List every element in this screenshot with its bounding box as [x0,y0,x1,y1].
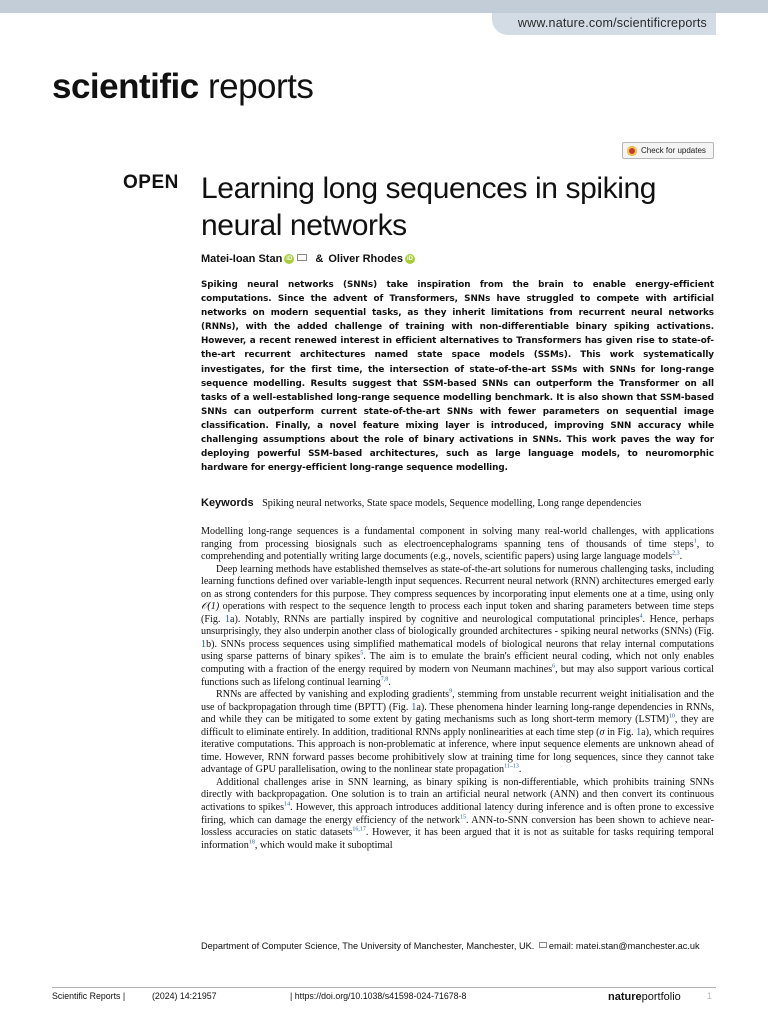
open-access-label: OPEN [123,172,179,193]
text: , stemming from unstable recurrent weight initialisation and the use of backpropagation through time (BPTT) (Fig. [201,689,714,713]
check-updates-label: Check for updates [641,146,706,155]
keywords [201,497,642,509]
text: in Fig. [604,726,637,738]
orcid-icon[interactable]: iD [286,256,293,262]
author-2[interactable]: Oliver Rhodes [328,253,403,265]
brand-light: portfolio [641,991,681,1003]
footer-divider [52,987,716,988]
text: a). These phenomena hinder learning long-range dependencies in RNNs, and while they can be mitigated to some extent by gating mechanisms such as long short-term memory (LSTM) [201,701,714,726]
footer-doi[interactable]: | https://doi.org/10.1038/s41598-024-71678-8 [290,991,467,1001]
keywords-list: Spiking neural networks, State space models, Sequence modelling, Long range dependencies [262,498,642,509]
paragraph [201,564,714,689]
logo-light-text: reports [198,67,314,106]
text: operations with respect to the sequence length to process each input token and sharing parameters between time steps (Fig. [201,601,714,625]
citation-ref[interactable]: 6 [552,663,556,670]
text: a), which requires iterative computations. This approach is non-problematic at inference, where input sequence elements are unknown ahead of time. However, RNN forward passes become prohibitively slow at training time for long sequences, since they cannot take advantage of GPU parallelisation, owing to the nonlinear state propagation [201,726,714,776]
citation-ref[interactable]: 16,17 [352,826,366,833]
citation-ref[interactable]: 2,3 [672,550,680,557]
text: . The aim is to emulate the brain's efficient neural coding, which not only enables computing with a fraction of the energy required by modern von Neumann machines [201,651,714,676]
author-list [201,253,415,265]
math-big-o: 𝒪(1) [201,601,220,613]
email-icon[interactable] [297,254,307,261]
crossmark-icon [627,146,637,156]
text: Deep learning methods have established themselves as state-of-the-art solutions for numerous challenging tasks, including learning functions defined over variable-length input sequences. Recurrent neural network (RNN) architectures emerged early on as strong contenders for this purpose. They compress sequences by incorporating input elements one at a time, using only [201,563,714,600]
citation-ref[interactable]: 5 [360,651,364,658]
top-band [0,0,768,13]
keywords-label: Keywords [201,497,254,509]
text: . Hence, perhaps unsurprisingly, they also underpin another class of biologically grounded architectures - spiking neural networks (SNNs) (Fig. [201,613,714,638]
text: , but may also support various cortical functions such as lifelong continual learning [201,664,714,688]
page-number: 1 [707,991,713,1001]
citation-ref[interactable]: 9 [449,688,453,695]
text: , to comprehending and potentially writing large documents (e.g., novels, scientific papers) using large language models [201,538,714,563]
author-1[interactable]: Matei-Ioan Stan [201,253,283,265]
affiliation-footnote [201,940,716,953]
text: , which would make it suboptimal [254,839,393,851]
figure-link[interactable]: 1 [201,638,207,650]
text: RNNs are affected by vanishing and exploding gradients [216,689,450,701]
figure-link[interactable]: 1 [636,726,642,738]
paragraph [201,526,714,564]
text: Modelling long-range sequences is a fundamental component in solving many real-world challenges, with applications ranging from processing biosignals such as electroencephalograms spanning tens of thousands of time steps [201,526,714,550]
text: . ANN-to-SNN conversion has been shown to achieve near-lossless accuracies on static datasets [201,814,714,839]
text: , they are difficult to eliminate entirely. In addition, traditional RNNs apply nonlinearities at each time step ( [201,714,714,738]
author-separator: & [312,253,327,265]
paragraph [201,777,714,852]
citation-ref[interactable]: 18 [248,839,255,846]
citation-ref[interactable]: 1 [693,538,697,545]
citation-ref[interactable]: 11–13 [504,764,519,771]
affiliation: Department of Computer Science, The University of Manchester, Manchester, UK. [201,941,535,951]
body-text [201,526,714,852]
text: . However, this approach introduces additional latency during inference and is often prone to excessive firing, which can damage the energy efficiency of the network [201,802,714,826]
citation-ref[interactable]: 4 [639,613,643,620]
footer-journal: Scientific Reports | [52,991,126,1001]
math-sigma: σ [599,726,605,738]
journal-logo[interactable] [52,66,313,108]
text: . [518,764,522,776]
citation-ref[interactable]: 14 [284,801,291,808]
paragraph [201,689,714,777]
citation-ref[interactable]: 15 [459,814,466,821]
corresponding-email[interactable]: email: matei.stan@manchester.ac.uk [548,941,700,951]
logo-bold-text: scientific [52,67,199,106]
check-for-updates-button[interactable] [622,142,714,159]
article-title: Learning long sequences in spiking neural networks [201,172,657,242]
citation-ref[interactable]: 10 [668,713,675,720]
text: . [388,676,391,688]
journal-url[interactable]: www.nature.com/scientificreports [517,16,707,30]
text: b). SNNs process sequences using simplified mathematical models of biological neurons that relay internal computations using sparse patterns of binary spikes [201,638,714,663]
footer-citation: (2024) 14:21957 [152,991,217,1001]
email-icon [539,942,547,948]
brand-bold: nature [608,991,642,1003]
citation-ref[interactable]: 7,8 [380,676,389,683]
figure-link[interactable]: 1 [224,613,230,625]
figure-link[interactable]: 1 [411,701,417,713]
orcid-icon[interactable]: iD [406,256,413,262]
text: Additional challenges arise in SNN learning, as binary spiking is non-differentiable, which prohibits training SNNs directly with backpropagation. One solution is to train an artificial neural network (ANN) and then convert its continuous activations to spikes [201,776,714,814]
text: . [679,551,683,563]
abstract: Spiking neural networks (SNNs) take inspiration from the brain to enable energy-efficient computations. Since the advent of Transformers, SNNs have struggled to compete with artificial networks on modern sequential tasks, as they inherit limitations from recurrent neural networks (RNNs), with the added challenge of training with non-differentiable binary spiking activations. However, a recent renewed interest in efficient alternatives to Transformers has given rise to state-of-the-art recurrent architectures named state space models (SSMs). This work systematically investigates, for the first time, the intersection of state-of-the-art SSMs with SNNs for long-range sequence modelling. Results suggest that SSM-based SNNs can outperform the Transformer on all tasks of a well-established long-range sequence modelling benchmark. It is also shown that SSM-based SNNs can outperform current state-of-the-art SNNs with fewer parameters on sequential image classification. Finally, a novel feature mixing layer is introduced, improving SNN accuracy while challenging assumptions about the role of binary activations in SNNs. This work paves the way for deploying powerful SSM-based architectures, such as large language models, to neuromorphic hardware for energy-efficient long-range sequence modelling. [201,280,714,474]
text: . However, it has been argued that it is not as suitable for tasks requiring temporal information [201,827,714,851]
url-bar [492,13,716,35]
text: a). Notably, RNNs are partially inspired by cognitive and neurological computational principles [230,613,640,625]
nature-portfolio-logo[interactable] [608,991,681,1003]
